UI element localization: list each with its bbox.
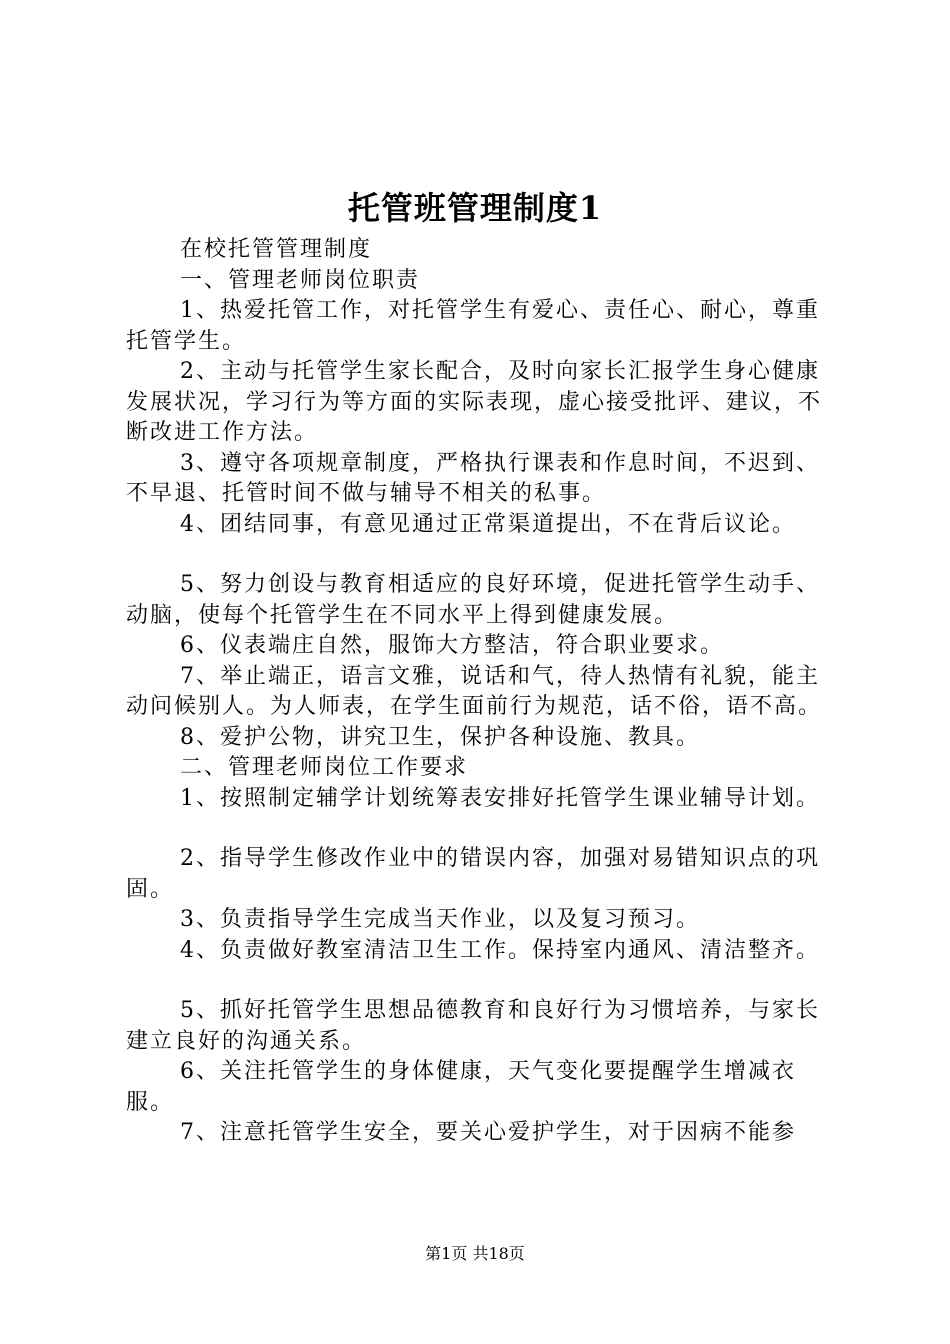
paragraph: 3、遵守各项规章制度，严格执行课表和作息时间，不迟到、不早退、托管时间不做与辅导不相关的私事。: [126, 450, 820, 506]
paragraph: 7、注意托管学生安全，要关心爱护学生，对于因病不能参: [180, 1120, 796, 1145]
paragraph: 2、指导学生修改作业中的错误内容，加强对易错知识点的巩固。: [126, 846, 820, 902]
paragraph: 6、关注托管学生的身体健康，天气变化要提醒学生增减衣服。: [126, 1059, 796, 1115]
paragraph: 2、主动与托管学生家长配合，及时向家长汇报学生身心健康发展状况，学习行为等方面的实际表现，虚心接受批评、建议，不断改进工作方法。: [126, 359, 823, 445]
paragraph: 5、努力创设与教育相适应的良好环境，促进托管学生动手、动脑，使每个托管学生在不同水平上得到健康发展。: [126, 572, 820, 628]
document-title: 托管班管理制度1: [347, 189, 603, 227]
paragraph: 4、负责做好教室清洁卫生工作。保持室内通风、清洁整齐。: [180, 937, 820, 963]
document-body: [126, 235, 834, 1149]
paragraph: 7、举止端正，语言文雅，说话和气，待人热情有礼貌，能主动问候别人。为人师表，在学生面前行为规范，话不俗，语不高。: [126, 663, 823, 719]
paragraph: 1、按照制定辅学计划统筹表安排好托管学生课业辅导计划。: [180, 785, 820, 811]
paragraph: 6、仪表端庄自然，服饰大方整洁，符合职业要求。: [180, 633, 724, 658]
section-heading-2: 二、管理老师岗位工作要求: [180, 755, 469, 780]
page-footer: 第1页 共18页: [425, 1244, 525, 1263]
paragraph: 5、抓好托管学生思想品德教育和良好行为习惯培养，与家长建立良好的沟通关系。: [126, 998, 820, 1054]
paragraph: 4、团结同事，有意见通过正常渠道提出，不在背后议论。: [180, 511, 796, 537]
paragraph-heading: 在校托管管理制度: [180, 237, 373, 262]
section-heading-1: 一、管理老师岗位职责: [180, 267, 421, 293]
paragraph: 1、热爱托管工作，对托管学生有爱心、责任心、耐心，尊重托管学生。: [126, 298, 820, 354]
paragraph: 8、爱护公物，讲究卫生，保护各种设施、教具。: [180, 724, 700, 750]
paragraph: 3、负责指导学生完成当天作业，以及复习预习。: [180, 907, 700, 932]
